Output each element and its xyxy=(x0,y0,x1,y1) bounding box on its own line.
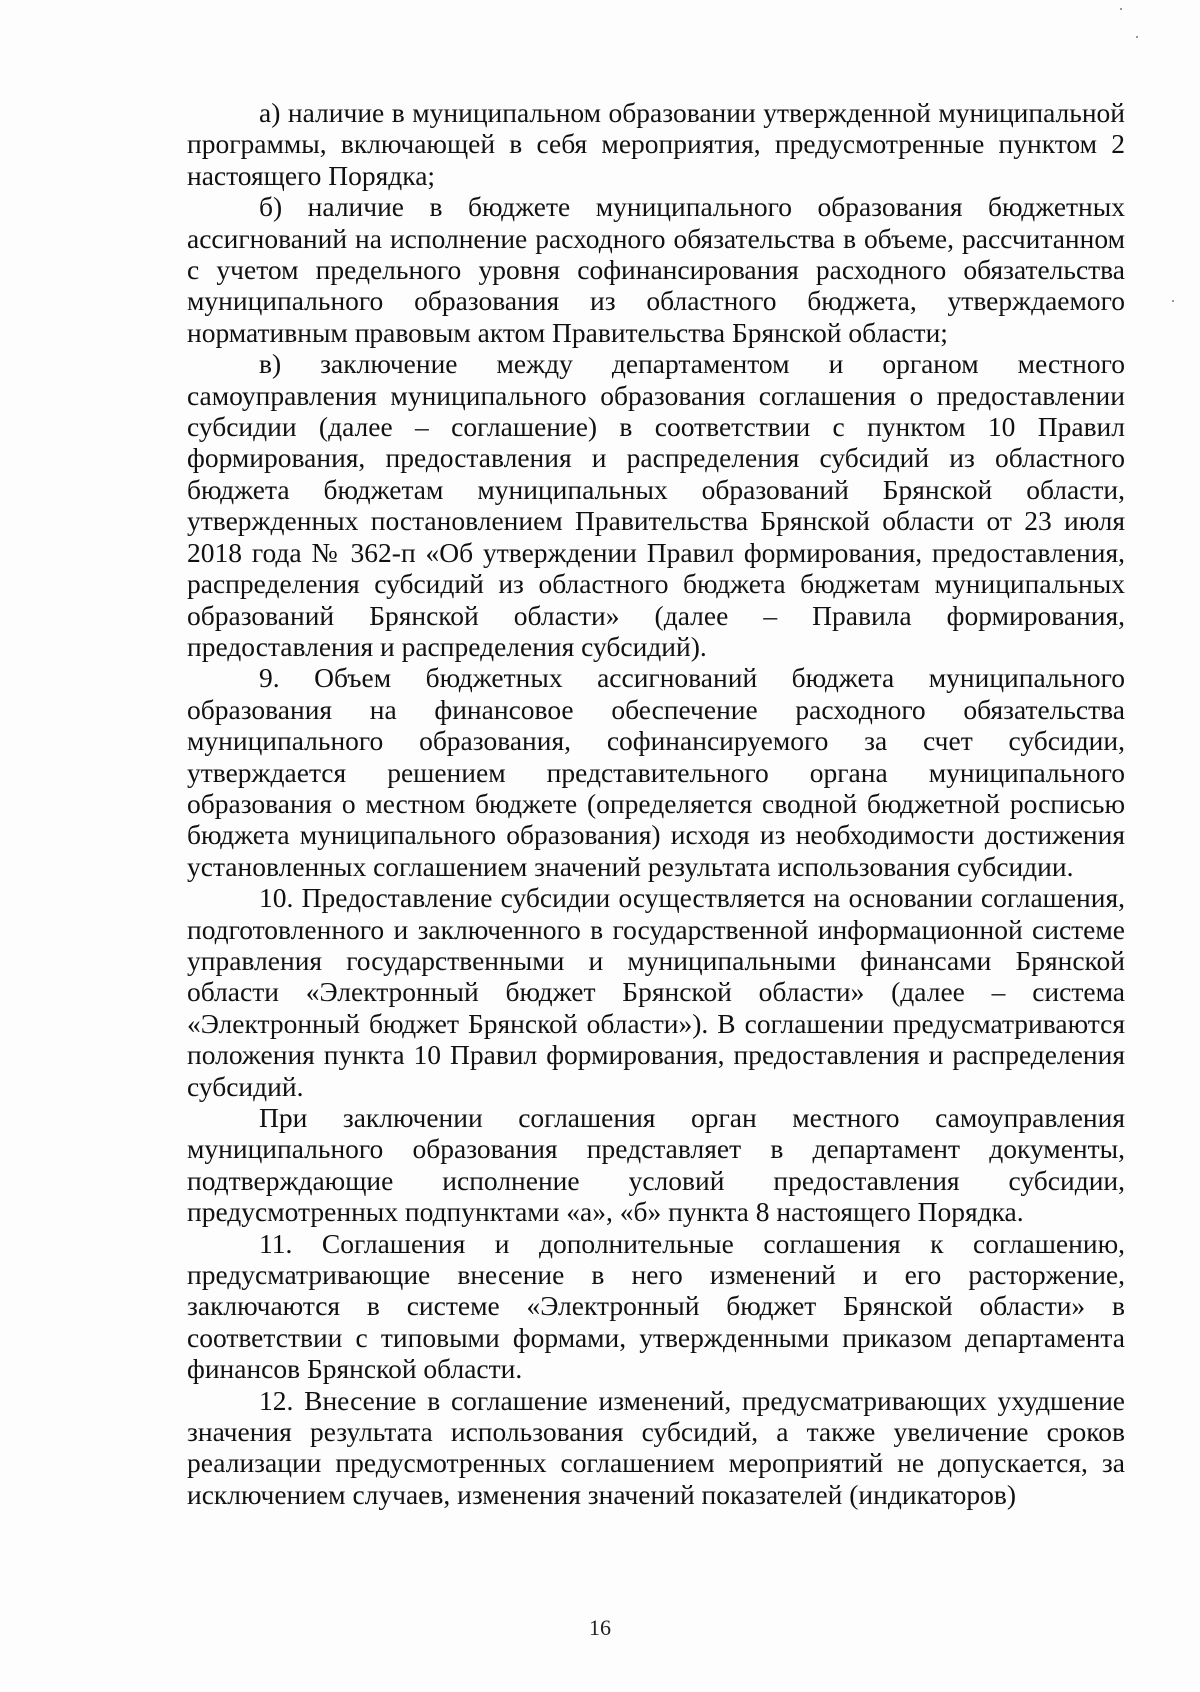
scan-speck xyxy=(1120,8,1122,10)
document-body xyxy=(187,97,1125,1510)
paragraph-11: 11. Соглашения и дополнительные соглашения к соглашению, предусматривающие внесение в него изменений и его расторжение, заключаются в системе «Электронный бюджет Брянской области» в соответствии с типовыми формами, утвержденными приказом департамента финансов Брянской области. xyxy=(187,1227,1125,1385)
paragraph-b: б) наличие в бюджете муниципального образования бюджетных ассигнований на исполнение расходного обязательства в объеме, рассчитанном с учетом предельного уровня софинансирования расходного обязательства муниципального образования из областного бюджета, утверждаемого нормативным правовым актом Правительства Брянской области; xyxy=(187,191,1125,348)
paragraph-12: 12. Внесение в соглашение изменений, предусматривающих ухудшение значения результата использования субсидий, а также увеличение сроков реализации предусмотренных соглашением мероприятий не допускается, за исключением случаев, изменения значений показателей (индикаторов) xyxy=(187,1384,1125,1510)
paragraph-10: 10. Предоставление субсидии осуществляется на основании соглашения, подготовленного и заключенного в государственной информационной системе управления государственными и муниципальными финансами Брянской области «Электронный бюджет Брянской области» (далее – система «Электронный бюджет Брянской области»). В соглашении предусматриваются положения пункта 10 Правил формирования, предоставления и распределения субсидий. xyxy=(187,882,1125,1102)
paragraph-10-agreement: При заключении соглашения орган местного самоуправления муниципального образования представляет в департамент документы, подтверждающие исполнение условий предоставления субсидии, предусмотренных подпунктами «а», «б» пункта 8 настоящего Порядка. xyxy=(187,1102,1125,1228)
paragraph-a: а) наличие в муниципальном образовании утвержденной муниципальной программы, включающей в себя мероприятия, предусмотренные пунктом 2 настоящего Порядка; xyxy=(187,97,1125,191)
paragraph-v: в) заключение между департаментом и органом местного самоуправления муниципального образования соглашения о предоставлении субсидии (далее – соглашение) в соответствии с пунктом 10 Правил формирования, предоставления и распределения субсидий из областного бюджета бюджетам муниципальных образований Брянской области, утвержденных постановлением Правительства Брянской области от 23 июля 2018 года № 362-п «Об утверждении Правил формирования, предоставления, распределения субсидий из областного бюджета бюджетам муниципальных образований Брянской области» (далее – Правила формирования, предоставления и распределения субсидий). xyxy=(187,348,1125,662)
scan-speck xyxy=(1136,36,1138,38)
scan-speck xyxy=(1172,300,1174,302)
paragraph-9: 9. Объем бюджетных ассигнований бюджета муниципального образования на финансовое обеспечение расходного обязательства муниципального образования, софинансируемого за счет субсидии, утверждается решением представительного органа муниципального образования о местном бюджете (определяется сводной бюджетной росписью бюджета муниципального образования) исходя из необходимости достижения установленных соглашением значений результата использования субсидии. xyxy=(187,662,1125,882)
page-number: 16 xyxy=(589,1615,611,1640)
